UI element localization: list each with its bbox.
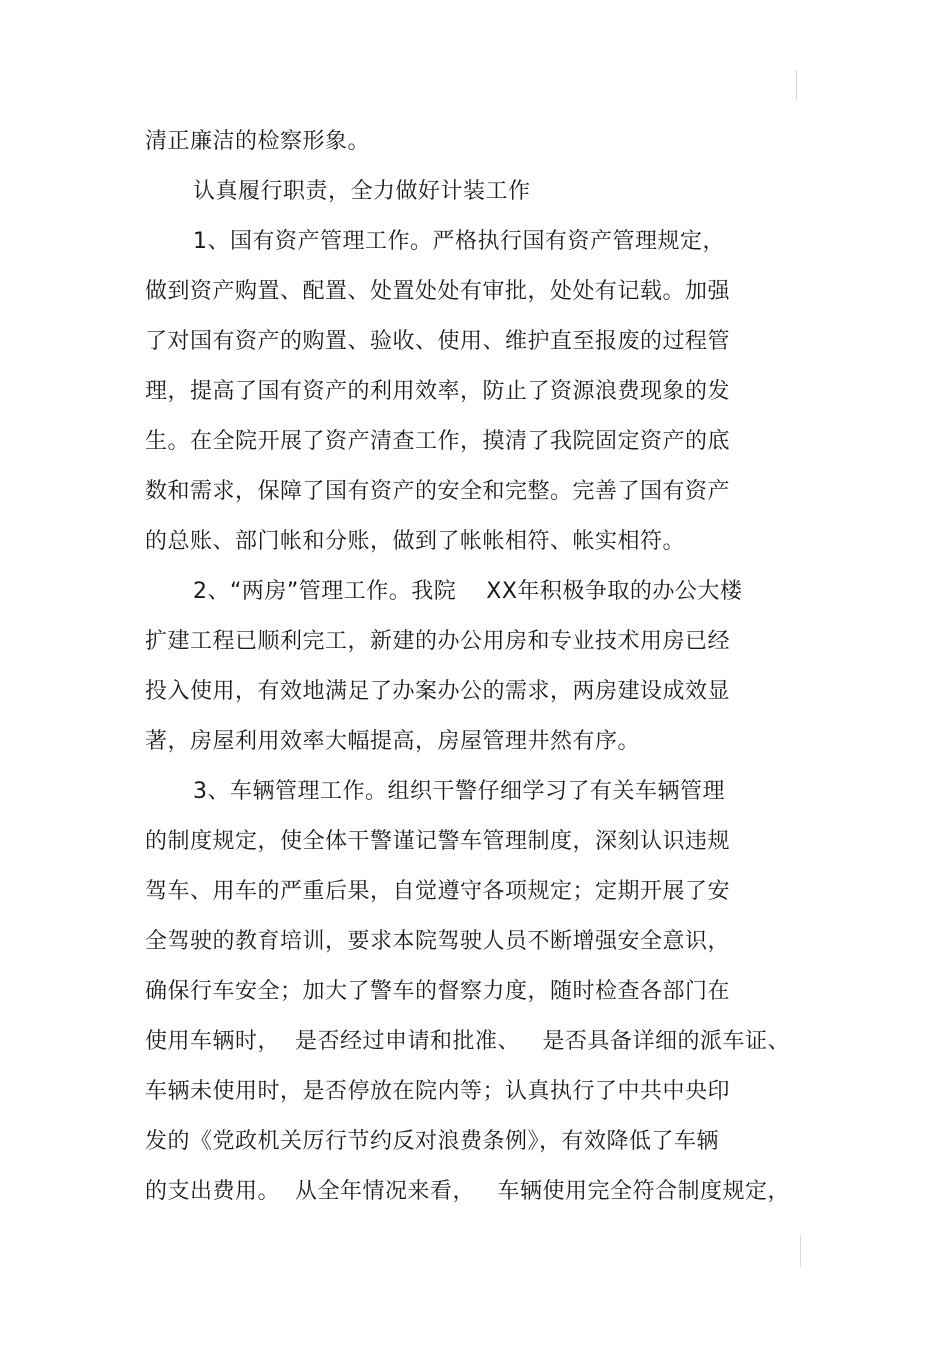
text-line: 了对国有资产的购置、验收、使用、维护直至报废的过程管 [145,329,731,354]
text-line: 2、“两房”管理工作。我院 XX年积极争取的办公大楼 [193,579,743,604]
text-line: 的支出费用。 从全年情况来看， 车辆使用完全符合制度规定， [145,1179,790,1204]
text-line: 数和需求，保障了国有资产的安全和完整。完善了国有资产 [145,479,731,504]
text-line: 的制度规定，使全体干警谨记警车管理制度，深刻认识违规 [145,829,731,854]
margin-mark-bottom [800,1235,801,1267]
text-line: 理，提高了国有资产的利用效率，防止了资源浪费现象的发 [145,379,731,404]
text-line: 确保行车安全；加大了警车的督察力度，随时检查各部门在 [145,979,731,1004]
text-line: 生。在全院开展了资产清查工作，摸清了我院固定资产的底 [145,429,731,454]
text-line: 驾车、用车的严重后果，自觉遵守各项规定；定期开展了安 [145,879,731,904]
text-line: 做到资产购置、配置、处置处处有审批，处处有记载。加强 [145,279,731,304]
margin-mark-top [796,70,797,100]
text-line: 清正廉洁的检察形象。 [145,129,371,154]
text-line: 扩建工程已顺利完工，新建的办公用房和专业技术用房已经 [145,629,731,654]
text-line: 车辆未使用时，是否停放在院内等；认真执行了中共中央印 [145,1079,731,1104]
text-line: 的总账、部门帐和分账，做到了帐帐相符、帐实相符。 [145,529,686,554]
text-line: 发的《党政机关厉行节约反对浪费条例》，有效降低了车辆 [145,1129,720,1154]
text-line: 1、国有资产管理工作。严格执行国有资产管理规定， [193,229,725,254]
text-line: 投入使用，有效地满足了办案办公的需求，两房建设成效显 [145,679,731,704]
section-heading: 认真履行职责，全力做好计装工作 [193,179,531,204]
text-line: 使用车辆时， 是否经过申请和批准、 是否具备详细的派车证、 [145,1029,790,1054]
text-line: 全驾驶的教育培训，要求本院驾驶人员不断增强安全意识， [145,929,731,954]
text-line: 3、车辆管理工作。组织干警仔细学习了有关车辆管理 [193,779,725,804]
text-line: 著，房屋利用效率大幅提高，房屋管理井然有序。 [145,729,641,754]
